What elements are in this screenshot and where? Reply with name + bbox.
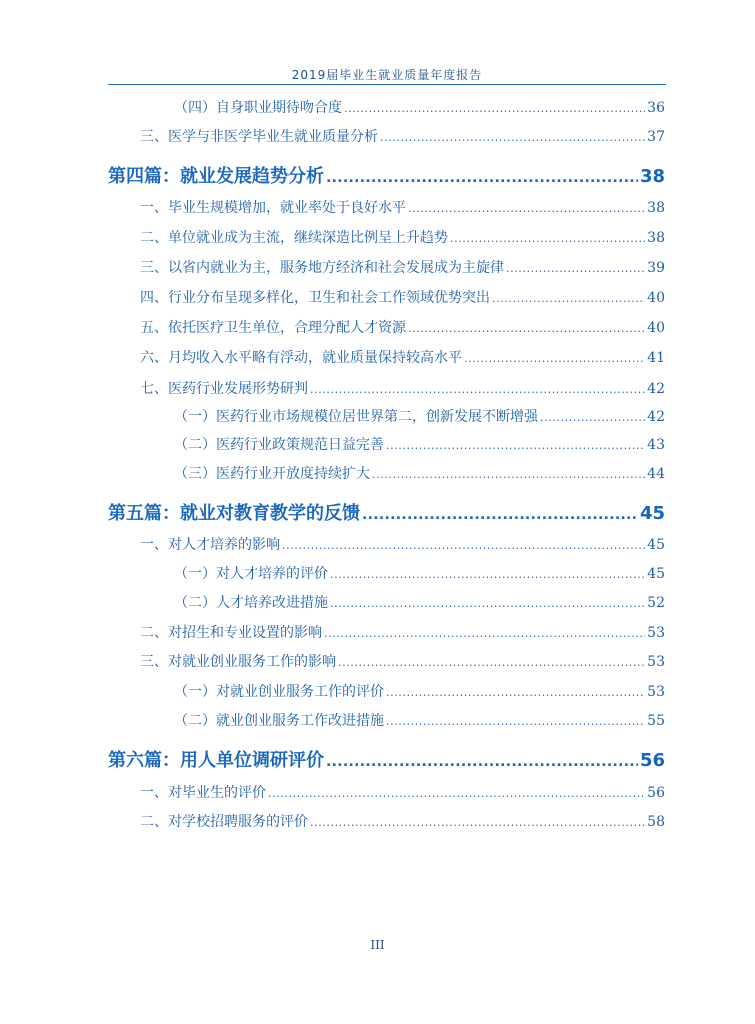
dot-leader	[338, 654, 645, 670]
toc-entry[interactable]	[140, 287, 665, 309]
dot-leader	[362, 503, 638, 524]
toc-entry-title: （三）医药行业开放度持续扩大	[174, 466, 370, 482]
toc-entry[interactable]	[140, 378, 665, 400]
toc-entry[interactable]	[174, 563, 665, 585]
toc-entry-title: 七、医药行业发展形势研判	[140, 381, 308, 397]
toc-entry-page: 56	[639, 750, 665, 771]
toc-entry-page: 45	[647, 537, 665, 553]
toc-entry-page: 43	[647, 437, 665, 453]
toc-entry-page: 55	[647, 713, 665, 729]
toc-entry-page: 44	[647, 466, 665, 482]
toc-entry[interactable]	[140, 197, 665, 219]
toc-entry[interactable]	[140, 622, 665, 644]
dot-leader	[372, 466, 645, 482]
toc-entry-page: 53	[647, 654, 665, 670]
toc-entry-title: 一、对人才培养的影响	[140, 537, 280, 553]
toc-entry-page: 38	[639, 166, 665, 187]
toc-entry-title: （四）自身职业期待吻合度	[174, 100, 342, 116]
dot-leader	[326, 166, 638, 187]
toc-entry-page: 38	[647, 230, 665, 246]
toc-entry-title: 六、月均收入水平略有浮动，就业质量保持较高水平	[140, 350, 462, 366]
toc-entry-title: 五、依托医疗卫生单位，合理分配人才资源	[140, 320, 406, 336]
toc-entry-page: 42	[647, 409, 665, 425]
toc-part-entry[interactable]	[108, 499, 665, 527]
toc-part-entry[interactable]	[108, 746, 665, 774]
toc-part-entry[interactable]	[108, 162, 665, 190]
toc-entry-title: 第四篇：就业发展趋势分析	[108, 166, 324, 187]
toc-entry[interactable]	[140, 317, 665, 339]
header-rule	[108, 84, 666, 85]
toc-entry-title: 三、对就业创业服务工作的影响	[140, 654, 336, 670]
running-header: 2019届毕业生就业质量年度报告	[291, 68, 483, 82]
toc-entry-page: 58	[647, 814, 665, 830]
toc-entry[interactable]	[140, 782, 665, 804]
dot-leader	[344, 100, 645, 116]
toc-entry-title: 一、对毕业生的评价	[140, 785, 266, 801]
toc-entry-page: 45	[647, 566, 665, 582]
dot-leader	[310, 381, 645, 397]
toc-entry[interactable]	[174, 463, 665, 485]
toc-entry-title: 三、以省内就业为主，服务地方经济和社会发展成为主旋律	[140, 260, 504, 276]
dot-leader	[464, 350, 645, 366]
toc-entry[interactable]	[140, 347, 665, 369]
dot-leader	[324, 625, 645, 641]
dot-leader	[380, 129, 645, 145]
toc-entry-page: 42	[647, 381, 665, 397]
toc-entry[interactable]	[174, 97, 665, 119]
toc-entry[interactable]	[140, 651, 665, 673]
dot-leader	[310, 814, 645, 830]
toc-entry-title: 四、行业分布呈现多样化，卫生和社会工作领域优势突出	[140, 290, 490, 306]
toc-entry[interactable]	[174, 592, 665, 614]
toc-entry-page: 39	[647, 260, 665, 276]
toc-entry[interactable]	[174, 406, 665, 428]
dot-leader	[386, 437, 645, 453]
toc-entry[interactable]	[174, 434, 665, 456]
toc-entry-title: （一）对就业创业服务工作的评价	[174, 684, 384, 700]
dot-leader	[268, 785, 645, 801]
dot-leader	[408, 320, 645, 336]
toc-entry-title: 一、毕业生规模增加，就业率处于良好水平	[140, 200, 406, 216]
toc-entry-title: 三、医学与非医学毕业生就业质量分析	[140, 129, 378, 145]
dot-leader	[408, 200, 645, 216]
toc-entry-title: 二、对学校招聘服务的评价	[140, 814, 308, 830]
toc-entry-title: （二）人才培养改进措施	[174, 595, 328, 611]
toc-entry[interactable]	[140, 534, 665, 556]
dot-leader	[330, 595, 645, 611]
toc-entry[interactable]	[140, 227, 665, 249]
toc-entry[interactable]	[140, 257, 665, 279]
toc-entry[interactable]	[140, 811, 665, 833]
dot-leader	[386, 713, 645, 729]
toc-entry-title: （二）就业创业服务工作改进措施	[174, 713, 384, 729]
toc-entry-title: 第六篇：用人单位调研评价	[108, 750, 324, 771]
dot-leader	[492, 290, 645, 306]
dot-leader	[282, 537, 645, 553]
toc-entry-page: 40	[647, 290, 665, 306]
dot-leader	[386, 684, 645, 700]
dot-leader	[506, 260, 645, 276]
toc-entry-title: （一）对人才培养的评价	[174, 566, 328, 582]
toc-entry-title: （二）医药行业政策规范日益完善	[174, 437, 384, 453]
page-number: III	[370, 938, 385, 952]
toc-entry-page: 53	[647, 684, 665, 700]
toc-entry-page: 38	[647, 200, 665, 216]
toc-entry[interactable]	[174, 710, 665, 732]
dot-leader	[326, 750, 638, 771]
toc-entry-title: 二、对招生和专业设置的影响	[140, 625, 322, 641]
toc-entry-page: 37	[647, 129, 665, 145]
toc-entry-page: 56	[647, 785, 665, 801]
toc-entry[interactable]	[140, 126, 665, 148]
toc-entry-page: 40	[647, 320, 665, 336]
toc-entry-page: 36	[647, 100, 665, 116]
toc-entry-page: 52	[647, 595, 665, 611]
dot-leader	[540, 409, 645, 425]
dot-leader	[450, 230, 645, 246]
toc-entry-title: （一）医药行业市场规模位居世界第二，创新发展不断增强	[174, 409, 538, 425]
toc-entry-title: 二、单位就业成为主流，继续深造比例呈上升趋势	[140, 230, 448, 246]
toc-entry-page: 53	[647, 625, 665, 641]
toc-entry-page: 45	[639, 503, 665, 524]
toc-entry-page: 41	[647, 350, 665, 366]
toc-entry-title: 第五篇：就业对教育教学的反馈	[108, 503, 360, 524]
dot-leader	[330, 566, 645, 582]
toc-entry[interactable]	[174, 681, 665, 703]
